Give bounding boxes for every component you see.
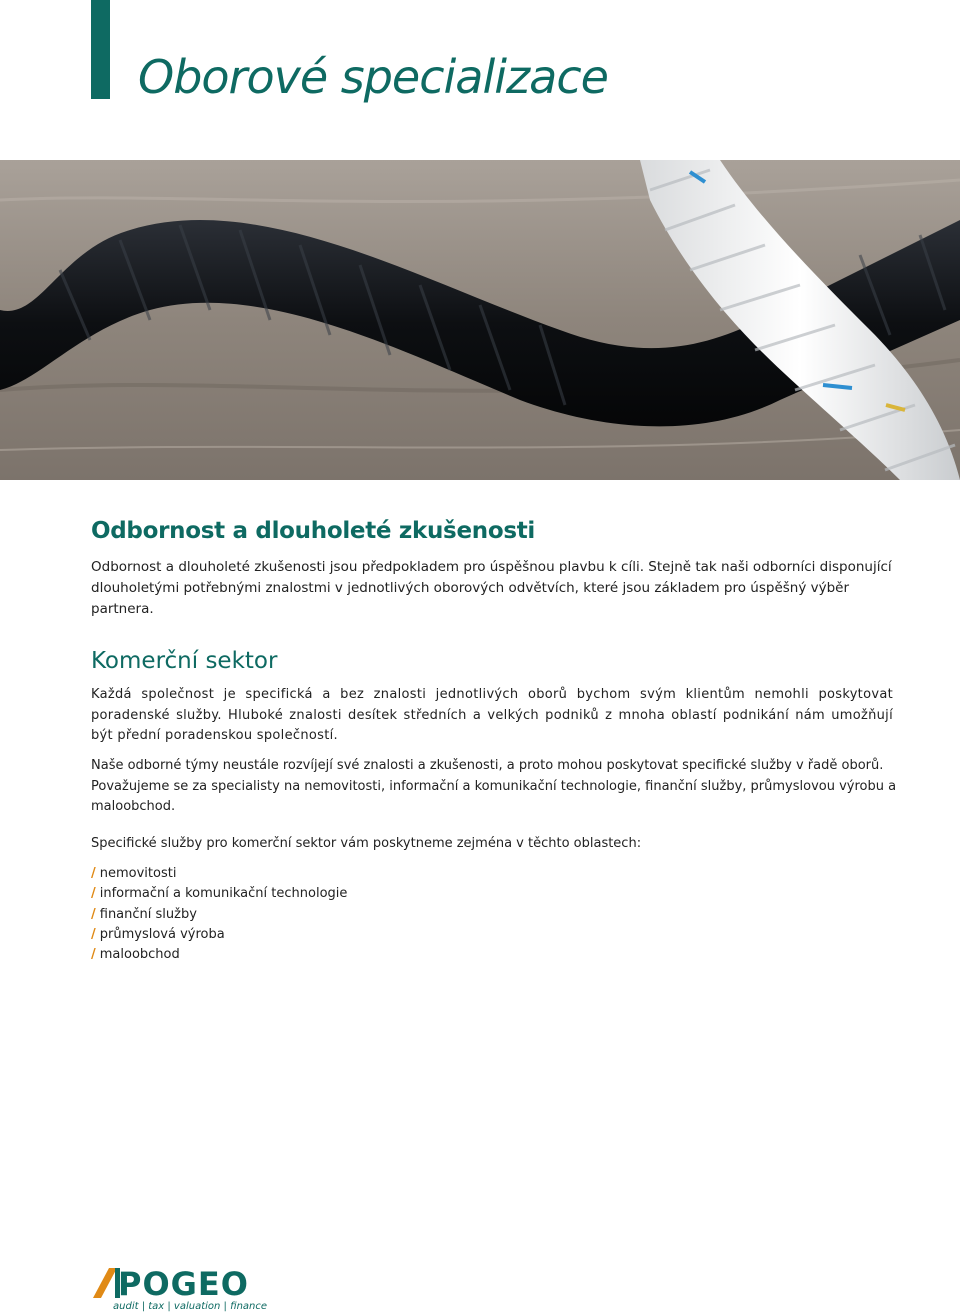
expertise-intro-text: Odbornost a dlouholeté zkušenosti jsou předpokladem pro úspěšnou plavbu k cíli. Stejně tak naši odborníci disponující dlouholetými potřebnými znalostmi v jednotlivých oborových odvětvích, které jsou základem pro úspěšný výběr partnera.	[91, 559, 892, 617]
section-heading-expertise: Odbornost a dlouholeté zkušenosti	[91, 518, 535, 544]
list-item: / maloobchod	[91, 947, 180, 963]
logo-wordmark: POGEO	[118, 1265, 249, 1303]
bullet-slash-icon: /	[91, 947, 96, 963]
logo-tagline: audit | tax | valuation | finance	[113, 1301, 268, 1312]
service-areas-list	[91, 864, 347, 965]
section-heading-commercial: Komerční sektor	[91, 648, 278, 674]
logo-slash-icon	[91, 1266, 121, 1300]
commercial-paragraph-1: Každá společnost je specifická a bez znalosti jednotlivých oborů bychom svým klientům nemohli poskytovat poradenské služby. Hluboké znalosti desítek středních a velkých podniků z mnoha oblastí podnikání nám umožňují být přední poradenskou společností.	[91, 687, 893, 743]
list-item: / nemovitosti	[91, 866, 177, 881]
commercial-paragraph-2: Naše odborné týmy neustále rozvíjejí své znalosti a zkušenosti, a proto mohou poskytovat specifické služby v řadě oborů. Považujeme se za specialisty na nemovitosti, informační a komunikační technologie, finanční služby, průmyslovou výrobu a maloobchod.	[91, 758, 897, 814]
list-item: / finanční služby	[91, 906, 197, 922]
bullet-slash-icon: /	[91, 926, 96, 942]
list-item: / informační a komunikační technologie	[91, 886, 348, 902]
bullet-slash-icon: /	[91, 886, 96, 902]
title-accent-bar	[91, 0, 110, 99]
list-item: / průmyslová výroba	[91, 926, 225, 942]
bullet-slash-icon: /	[91, 906, 96, 922]
apogeo-logo	[91, 1266, 266, 1314]
bullet-slash-icon: /	[91, 866, 96, 881]
page-title: Oborové specializace	[138, 50, 608, 104]
list-intro: Specifické služby pro komerční sektor vám poskytneme zejména v těchto oblastech:	[91, 836, 642, 851]
hero-rope-image	[0, 160, 960, 480]
